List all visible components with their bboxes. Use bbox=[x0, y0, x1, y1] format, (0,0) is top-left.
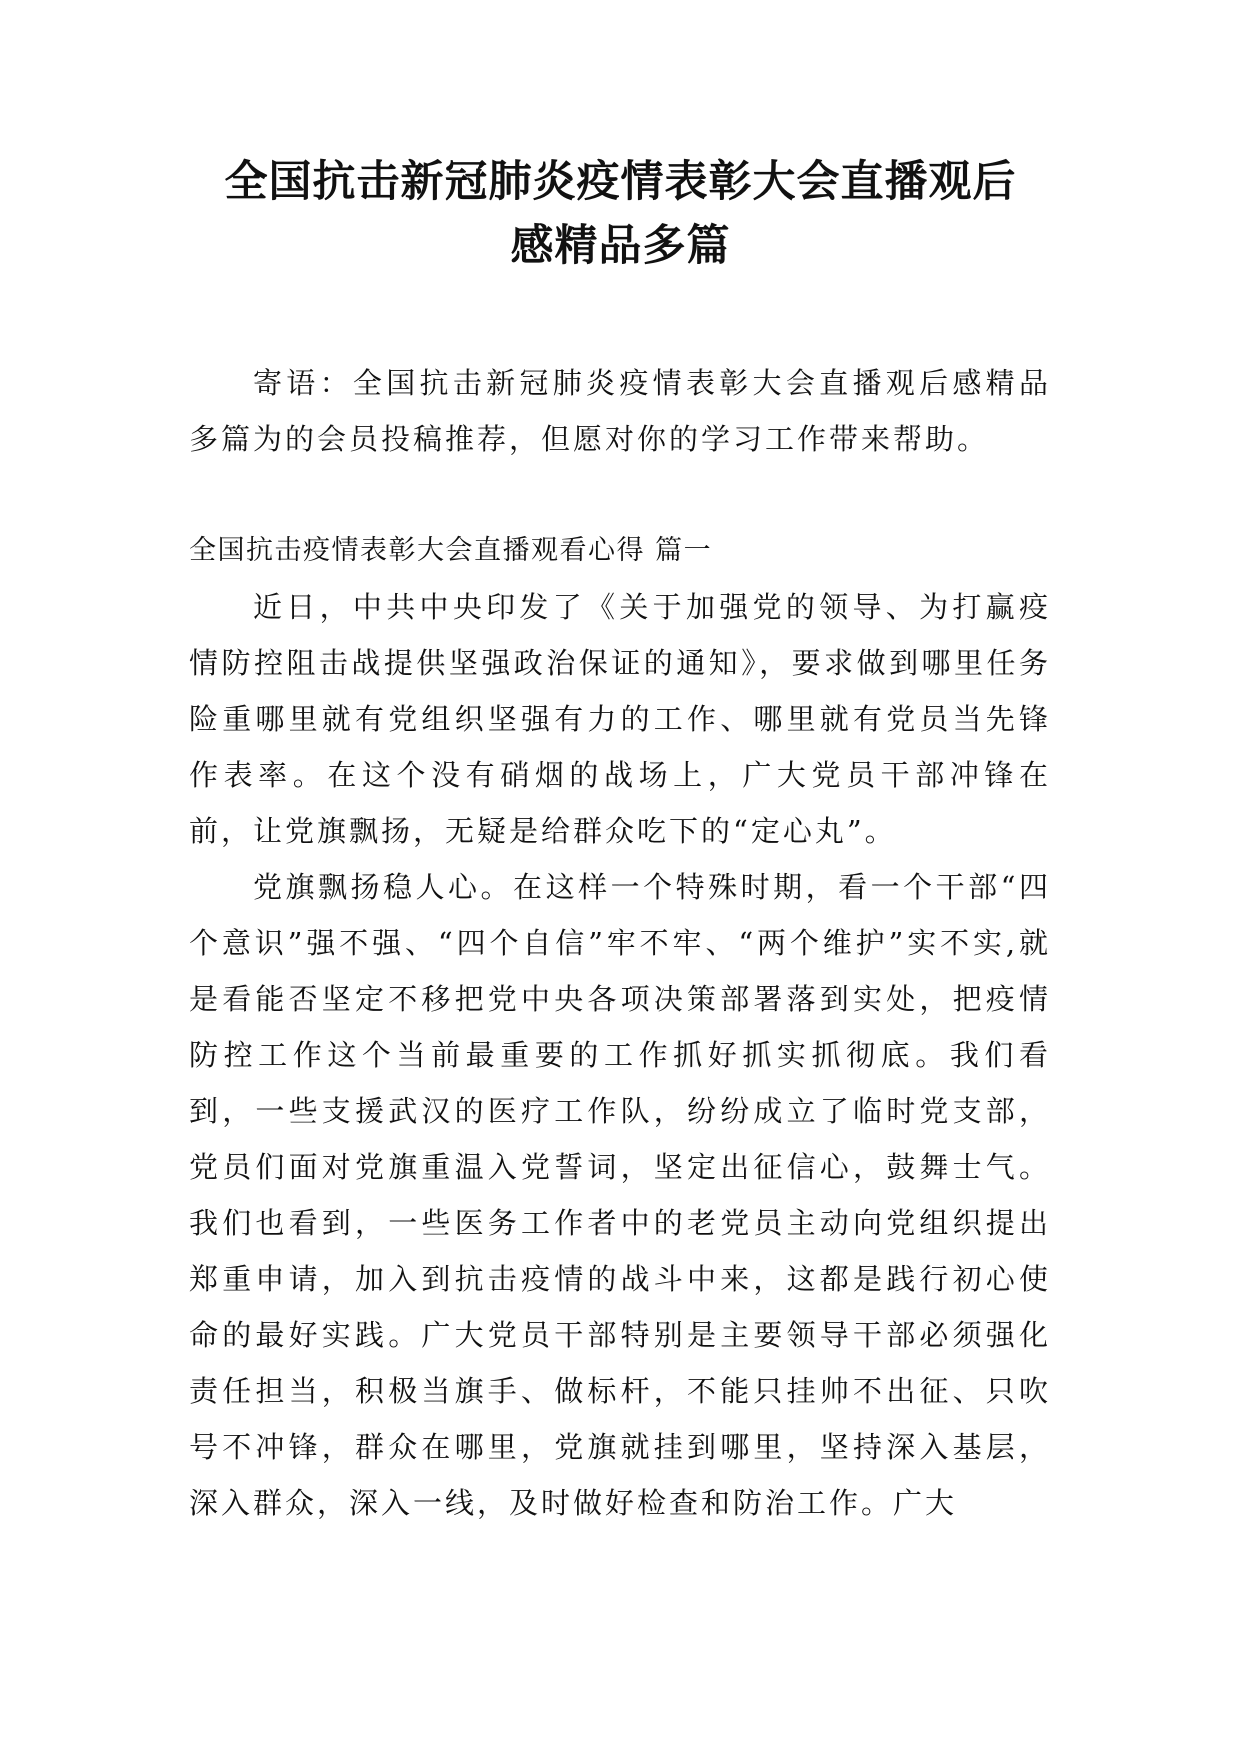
body-paragraph-1: 近日，中共中央印发了《关于加强党的领导、为打赢疫情防控阻击战提供坚强政治保证的通知》，要求做到哪里任务险重哪里就有党组织坚强有力的工作、哪里就有党员当先锋作表率。在这个没有硝烟的战场上，广大党员干部冲锋在前，让党旗飘扬，无疑是给群众吃下的“定心丸”。 bbox=[189, 590, 1051, 848]
title-line-1: 全国抗击新冠肺炎疫情表彰大会直播观后 bbox=[224, 157, 1017, 207]
title-line-2: 感精品多篇 bbox=[510, 221, 731, 271]
document-body bbox=[189, 355, 1051, 1531]
foreword-paragraph: 寄语：全国抗击新冠肺炎疫情表彰大会直播观后感精品多篇为的会员投稿推荐，但愿对你的学习工作带来帮助。 bbox=[189, 366, 1051, 456]
section-heading: 全国抗击疫情表彰大会直播观看心得 篇一 bbox=[189, 535, 713, 566]
paragraph-spacer bbox=[189, 467, 1051, 523]
body-paragraph-2: 党旗飘扬稳人心。在这样一个特殊时期，看一个干部“四个意识”强不强、“四个自信”牢不牢、“两个维护”实不实,就是看能否坚定不移把党中央各项决策部署落到实处，把疫情防控工作这个当前最重要的工作抓好抓实抓彻底。我们看到，一些支援武汉的医疗工作队，纷纷成立了临时党支部，党员们面对党旗重温入党誓词，坚定出征信心，鼓舞士气。我们也看到，一些医务工作者中的老党员主动向党组织提出郑重申请，加入到抗击疫情的战斗中来，这都是践行初心使命的最好实践。广大党员干部特别是主要领导干部必须强化责任担当，积极当旗手、做标杆，不能只挂帅不出征、只吹号不冲锋，群众在哪里，党旗就挂到哪里，坚持深入基层，深入群众，深入一线，及时做好检查和防治工作。广大 bbox=[189, 870, 1051, 1520]
document-title bbox=[120, 150, 1121, 278]
